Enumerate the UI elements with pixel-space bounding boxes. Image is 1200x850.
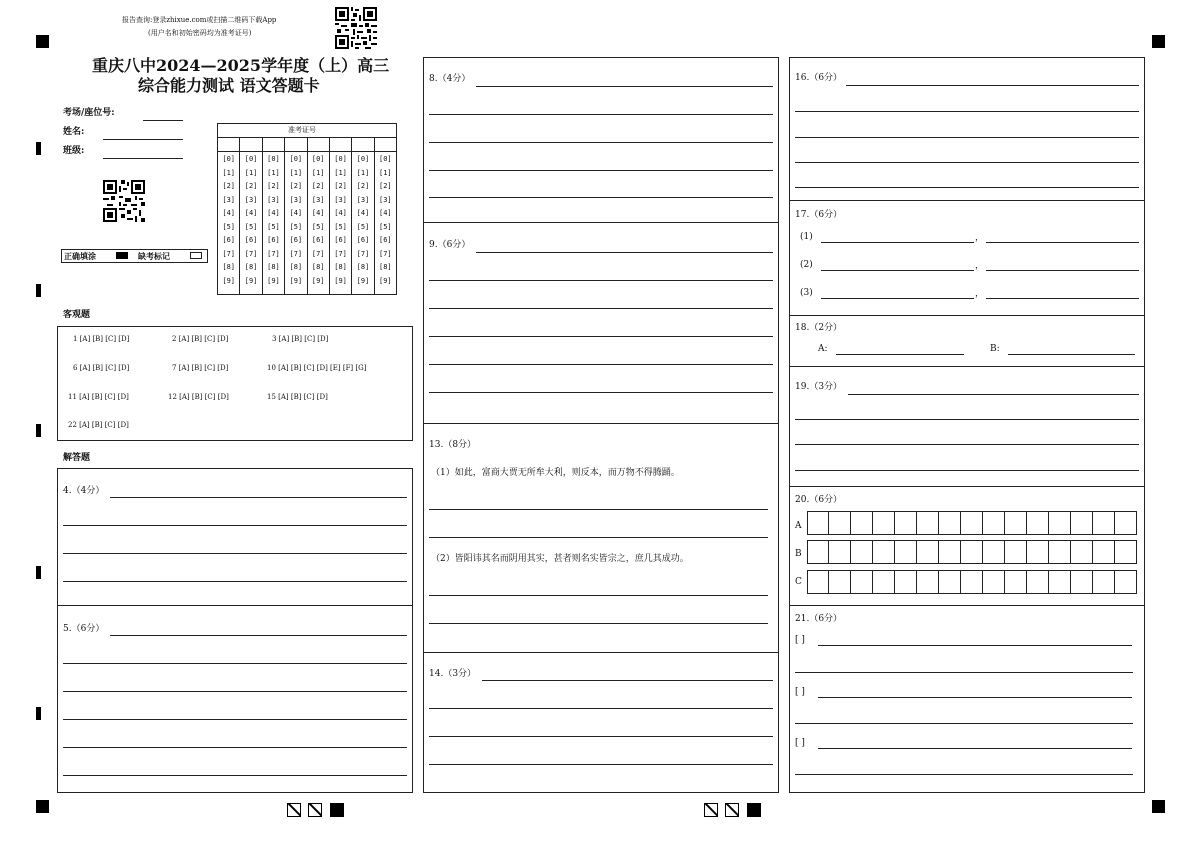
choice-q7[interactable]: 7 [A] [B] [C] [D] bbox=[172, 364, 229, 372]
admission-digit-bubble[interactable]: [3] bbox=[267, 195, 280, 204]
admission-digit-bubble[interactable]: [6] bbox=[334, 236, 347, 244]
corner-mark-bl bbox=[36, 800, 49, 813]
answer-line[interactable] bbox=[429, 736, 773, 737]
grid-cell[interactable] bbox=[961, 540, 983, 564]
answer-line[interactable] bbox=[63, 581, 407, 582]
admission-digit-bubble[interactable]: [6] bbox=[267, 236, 280, 244]
answer-line[interactable] bbox=[476, 252, 773, 253]
q21-label: 21.（6分） bbox=[795, 614, 843, 624]
admission-digit-bubble[interactable]: [8] bbox=[244, 263, 258, 271]
name-label: 姓名: bbox=[63, 127, 85, 137]
answer-line[interactable] bbox=[429, 537, 768, 538]
admission-digit-bubble[interactable]: [9] bbox=[378, 276, 392, 285]
answer-line[interactable] bbox=[795, 419, 1139, 420]
admission-digit-bubble[interactable]: [9] bbox=[334, 276, 347, 285]
q4-label: 4.（4分） bbox=[63, 486, 105, 496]
admission-digit-bubble[interactable]: [0] bbox=[244, 155, 258, 163]
answer-line[interactable] bbox=[482, 680, 773, 681]
absent-mark-label: 缺考标记 bbox=[138, 251, 170, 261]
admission-digit-bubble[interactable]: [5] bbox=[244, 222, 258, 231]
q13-sentence-2: （2）皆阳讳其名而阴用其实，甚者则名实皆宗之，庶几其成功。 bbox=[431, 554, 689, 564]
answer-line[interactable] bbox=[821, 242, 974, 243]
grid-cell[interactable] bbox=[983, 570, 1005, 594]
admission-digit-column[interactable] bbox=[375, 137, 396, 294]
admission-digit-bubble[interactable]: [2] bbox=[356, 182, 370, 190]
admission-digit-bubble[interactable]: [4] bbox=[267, 209, 280, 217]
objective-heading: 客观题 bbox=[63, 310, 91, 320]
q20-row-b-grid[interactable] bbox=[807, 540, 1137, 564]
admission-digit-bubble[interactable]: [3] bbox=[289, 195, 303, 204]
grid-cell[interactable] bbox=[851, 511, 873, 535]
admission-digit-bubble[interactable]: [5] bbox=[289, 222, 303, 231]
admission-digit-bubble[interactable]: [7] bbox=[378, 249, 392, 258]
grid-cell[interactable] bbox=[1005, 540, 1027, 564]
q17-item-1: (1) bbox=[800, 232, 813, 242]
grid-cell[interactable] bbox=[1027, 540, 1049, 564]
admission-digit-bubble[interactable]: [0] bbox=[334, 155, 347, 163]
admission-digit-bubble[interactable]: [8] bbox=[267, 263, 280, 271]
admission-digit-column[interactable] bbox=[308, 137, 330, 294]
grid-cell[interactable] bbox=[1115, 540, 1137, 564]
admission-digit-bubble[interactable]: [3] bbox=[311, 195, 325, 204]
admission-digit-bubble[interactable]: [2] bbox=[289, 182, 303, 190]
q18-a-label: A: bbox=[818, 344, 828, 354]
admission-digit-bubble[interactable]: [7] bbox=[356, 249, 370, 258]
admission-digit-bubble[interactable]: [4] bbox=[378, 209, 392, 217]
answer-line[interactable] bbox=[795, 137, 1139, 138]
q9-label: 9.（6分） bbox=[429, 240, 471, 250]
q16-label: 16.（6分） bbox=[795, 73, 843, 83]
report-query-text: 报告查询:登录zhixue.com或扫描二维码下载App bbox=[122, 16, 277, 24]
grid-cell[interactable] bbox=[917, 511, 939, 535]
admission-digit-bubble[interactable]: [6] bbox=[244, 236, 258, 244]
grid-cell[interactable] bbox=[1027, 570, 1049, 594]
page-title: 重庆八中2024—2025学年度（上）高三 bbox=[92, 56, 390, 75]
grid-cell[interactable] bbox=[1093, 570, 1115, 594]
admission-digit-bubble[interactable]: [4] bbox=[289, 209, 303, 217]
admission-digit-bubble[interactable]: [8] bbox=[356, 263, 370, 271]
admission-digit-bubble[interactable]: [9] bbox=[267, 276, 280, 285]
q13-label: 13.（8分） bbox=[429, 440, 477, 450]
grid-cell[interactable] bbox=[1115, 511, 1137, 535]
answer-line[interactable] bbox=[429, 392, 773, 393]
timing-mark bbox=[36, 142, 41, 155]
q14-label: 14.（3分） bbox=[429, 669, 477, 679]
admission-digit-bubble[interactable]: [6] bbox=[356, 236, 370, 244]
q17-item-3: (3) bbox=[800, 288, 813, 298]
answer-line[interactable] bbox=[63, 663, 407, 664]
correct-fill-label: 正确填涂 bbox=[64, 251, 96, 261]
page-subtitle: 综合能力测试 语文答题卡 bbox=[138, 76, 320, 95]
admission-digit-bubble[interactable]: [1] bbox=[334, 168, 347, 177]
admission-digit-column[interactable] bbox=[285, 137, 307, 294]
grid-cell[interactable] bbox=[1049, 511, 1071, 535]
admission-digit-bubble[interactable]: [3] bbox=[244, 195, 258, 204]
answer-line[interactable] bbox=[63, 747, 407, 748]
comma: ， bbox=[975, 233, 985, 243]
grid-cell[interactable] bbox=[939, 511, 961, 535]
answer-line[interactable] bbox=[836, 354, 964, 355]
page-mark-icon bbox=[704, 803, 718, 817]
choice-q3[interactable]: 3 [A] [B] [C] [D] bbox=[272, 335, 329, 343]
answer-line[interactable] bbox=[429, 197, 773, 198]
answer-line[interactable] bbox=[818, 748, 1132, 749]
subjective-heading: 解答题 bbox=[63, 453, 91, 463]
admission-digit-bubble[interactable]: [6] bbox=[222, 236, 236, 244]
q20-row-c-grid[interactable] bbox=[807, 570, 1137, 594]
answer-line[interactable] bbox=[795, 672, 1133, 673]
q20-row-a-label: A bbox=[795, 521, 802, 531]
report-query-note: (用户名和初始密码均为准考证号) bbox=[148, 29, 252, 37]
answer-line[interactable] bbox=[63, 553, 407, 554]
q8-label: 8.（4分） bbox=[429, 74, 471, 84]
choice-q15[interactable]: 15 [A] [B] [C] [D] bbox=[267, 393, 328, 401]
admission-digit-bubble[interactable]: [6] bbox=[311, 236, 325, 244]
admission-digit-bubble[interactable]: [1] bbox=[289, 168, 303, 177]
admission-digit-bubble[interactable]: [7] bbox=[222, 249, 236, 258]
admission-digit-bubble[interactable]: [8] bbox=[311, 263, 325, 271]
grid-cell[interactable] bbox=[961, 570, 983, 594]
admission-digit-bubble[interactable]: [2] bbox=[311, 182, 325, 190]
answer-line[interactable] bbox=[821, 270, 974, 271]
answer-line[interactable] bbox=[110, 497, 407, 498]
q20-row-b-label: B bbox=[795, 549, 802, 559]
answer-line[interactable] bbox=[429, 623, 768, 624]
answer-line[interactable] bbox=[110, 635, 407, 636]
admission-digit-column[interactable] bbox=[352, 137, 374, 294]
grid-cell[interactable] bbox=[1093, 511, 1115, 535]
admission-digit-bubble[interactable]: [0] bbox=[289, 155, 303, 163]
q13-sentence-1: （1）如此，富商大贾无所牟大利，则反本，而万物不得腾踊。 bbox=[431, 468, 680, 478]
grid-cell[interactable] bbox=[1049, 540, 1071, 564]
answer-line[interactable] bbox=[429, 280, 773, 281]
choice-q22[interactable]: 22 [A] [B] [C] [D] bbox=[68, 421, 129, 429]
admission-digit-bubble[interactable]: [0] bbox=[267, 155, 280, 163]
admission-digit-bubble[interactable]: [8] bbox=[334, 263, 347, 271]
grid-cell[interactable] bbox=[807, 570, 829, 594]
answer-line[interactable] bbox=[795, 187, 1139, 188]
choice-q10[interactable]: 10 [A] [B] [C] [D] [E] [F] [G] bbox=[267, 364, 367, 372]
grid-cell[interactable] bbox=[895, 511, 917, 535]
q20-label: 20.（6分） bbox=[795, 495, 843, 505]
absent-mark-checkbox[interactable] bbox=[190, 252, 202, 259]
grid-cell[interactable] bbox=[1071, 540, 1093, 564]
answer-line[interactable] bbox=[818, 645, 1132, 646]
answer-line[interactable] bbox=[476, 86, 773, 87]
room-seat-field[interactable] bbox=[143, 120, 183, 121]
qr-code-icon[interactable] bbox=[335, 7, 377, 49]
page-mark-icon bbox=[747, 803, 761, 817]
answer-line[interactable] bbox=[63, 775, 407, 776]
answer-line[interactable] bbox=[429, 170, 773, 171]
q21-bracket-1[interactable]: [ ] bbox=[795, 635, 805, 645]
q21-bracket-2[interactable]: [ ] bbox=[795, 687, 805, 697]
grid-cell[interactable] bbox=[1005, 511, 1027, 535]
admission-digit-bubble[interactable]: [7] bbox=[334, 249, 347, 258]
admission-digit-bubble[interactable]: [4] bbox=[334, 209, 347, 217]
comma: ， bbox=[975, 289, 985, 299]
admission-digit-bubble[interactable]: [2] bbox=[378, 182, 392, 190]
answer-line[interactable] bbox=[429, 114, 773, 115]
answer-line[interactable] bbox=[429, 308, 773, 309]
page-mark-icon bbox=[287, 803, 301, 817]
admission-digit-bubble[interactable]: [0] bbox=[311, 155, 325, 163]
answer-line[interactable] bbox=[429, 364, 773, 365]
admission-digit-bubble[interactable]: [5] bbox=[222, 222, 236, 231]
answer-line[interactable] bbox=[795, 774, 1133, 775]
answer-line[interactable] bbox=[848, 394, 1139, 395]
grid-cell[interactable] bbox=[1115, 570, 1137, 594]
answer-line[interactable] bbox=[795, 723, 1133, 724]
grid-cell[interactable] bbox=[939, 570, 961, 594]
grid-cell[interactable] bbox=[1027, 511, 1049, 535]
answer-column-3 bbox=[789, 57, 1145, 793]
answer-line[interactable] bbox=[986, 298, 1139, 299]
q19-label: 19.（3分） bbox=[795, 382, 843, 392]
admission-digit-bubble[interactable]: [3] bbox=[334, 195, 347, 204]
admission-digit-bubble[interactable]: [8] bbox=[222, 263, 236, 271]
class-field[interactable] bbox=[103, 158, 183, 159]
admission-digit-bubble[interactable]: [3] bbox=[356, 195, 370, 204]
admission-digit-bubble[interactable]: [2] bbox=[334, 182, 347, 190]
grid-cell[interactable] bbox=[895, 570, 917, 594]
admission-digit-bubble[interactable]: [1] bbox=[356, 168, 370, 177]
grid-cell[interactable] bbox=[983, 540, 1005, 564]
choice-q2[interactable]: 2 [A] [B] [C] [D] bbox=[172, 335, 229, 343]
answer-line[interactable] bbox=[795, 470, 1139, 471]
answer-column-1 bbox=[57, 468, 413, 793]
grid-cell[interactable] bbox=[917, 540, 939, 564]
admission-digit-bubble[interactable]: [5] bbox=[378, 222, 392, 231]
grid-cell[interactable] bbox=[829, 540, 851, 564]
answer-line[interactable] bbox=[429, 142, 773, 143]
comma: ， bbox=[975, 261, 985, 271]
q5-label: 5.（6分） bbox=[63, 624, 105, 634]
q18-b-label: B: bbox=[990, 344, 1000, 354]
admission-digit-bubble[interactable]: [1] bbox=[244, 168, 258, 177]
admission-digit-bubble[interactable]: [9] bbox=[244, 276, 258, 285]
admission-digit-column[interactable] bbox=[330, 137, 352, 294]
admission-digit-bubble[interactable]: [9] bbox=[289, 276, 303, 285]
answer-line[interactable] bbox=[986, 270, 1139, 271]
room-seat-label: 考场/座位号: bbox=[63, 108, 115, 118]
student-qr-code-icon bbox=[103, 180, 145, 222]
admission-digit-bubble[interactable]: [4] bbox=[311, 209, 325, 217]
admission-digit-bubble[interactable]: [6] bbox=[378, 236, 392, 244]
name-field[interactable] bbox=[103, 139, 183, 140]
timing-mark bbox=[36, 424, 41, 437]
admission-digit-bubble[interactable]: [4] bbox=[356, 209, 370, 217]
admission-digit-bubble[interactable]: [8] bbox=[378, 263, 392, 271]
admission-digit-bubble[interactable]: [7] bbox=[244, 249, 258, 258]
timing-mark bbox=[36, 707, 41, 720]
grid-cell[interactable] bbox=[1093, 540, 1115, 564]
admission-digit-bubble[interactable]: [7] bbox=[267, 249, 280, 258]
q20-row-a-grid[interactable] bbox=[807, 511, 1137, 535]
admission-number-label: 准考证号 bbox=[288, 126, 316, 134]
page-mark-icon bbox=[725, 803, 739, 817]
grid-cell[interactable] bbox=[1071, 570, 1093, 594]
q17-item-2: (2) bbox=[800, 260, 813, 270]
admission-digit-bubble[interactable]: [9] bbox=[222, 276, 236, 285]
answer-line[interactable] bbox=[846, 85, 1139, 86]
admission-digit-bubble[interactable]: [1] bbox=[222, 168, 236, 177]
timing-mark bbox=[36, 566, 41, 579]
answer-line[interactable] bbox=[429, 708, 773, 709]
admission-digit-bubble[interactable]: [1] bbox=[311, 168, 325, 177]
answer-line[interactable] bbox=[429, 764, 773, 765]
admission-digit-bubble[interactable]: [2] bbox=[222, 182, 236, 190]
admission-digit-bubble[interactable]: [5] bbox=[311, 222, 325, 231]
grid-cell[interactable] bbox=[851, 570, 873, 594]
admission-digit-bubble[interactable]: [7] bbox=[289, 249, 303, 258]
admission-digit-column[interactable] bbox=[240, 137, 262, 294]
grid-cell[interactable] bbox=[961, 511, 983, 535]
grid-cell[interactable] bbox=[807, 511, 829, 535]
class-label: 班级: bbox=[63, 146, 85, 156]
admission-digit-bubble[interactable]: [4] bbox=[222, 209, 236, 217]
choice-q11[interactable]: 11 [A] [B] [C] [D] bbox=[68, 393, 129, 401]
answer-line[interactable] bbox=[821, 298, 974, 299]
answer-line[interactable] bbox=[63, 719, 407, 720]
choice-q12[interactable]: 12 [A] [B] [C] [D] bbox=[168, 393, 229, 401]
answer-line[interactable] bbox=[1008, 354, 1135, 355]
grid-cell[interactable] bbox=[939, 540, 961, 564]
grid-cell[interactable] bbox=[1071, 511, 1093, 535]
grid-cell[interactable] bbox=[1005, 570, 1027, 594]
admission-digit-bubble[interactable]: [1] bbox=[267, 168, 280, 177]
admission-digit-bubble[interactable]: [7] bbox=[311, 249, 325, 258]
choice-q1[interactable]: 1 [A] [B] [C] [D] bbox=[73, 335, 130, 343]
admission-digit-bubble[interactable]: [5] bbox=[267, 222, 280, 231]
grid-cell[interactable] bbox=[873, 511, 895, 535]
page-mark-icon bbox=[330, 803, 344, 817]
answer-line[interactable] bbox=[818, 697, 1132, 698]
grid-cell[interactable] bbox=[983, 511, 1005, 535]
answer-line[interactable] bbox=[795, 162, 1139, 163]
q20-row-c-label: C bbox=[795, 577, 802, 587]
answer-line[interactable] bbox=[795, 111, 1139, 112]
admission-digit-bubble[interactable]: [1] bbox=[378, 168, 392, 177]
admission-digit-column[interactable] bbox=[218, 137, 240, 294]
correct-fill-sample bbox=[116, 252, 128, 259]
grid-cell[interactable] bbox=[807, 540, 829, 564]
grid-cell[interactable] bbox=[829, 570, 851, 594]
admission-digit-bubble[interactable]: [3] bbox=[222, 195, 236, 204]
admission-digit-column[interactable] bbox=[263, 137, 285, 294]
answer-line[interactable] bbox=[429, 336, 773, 337]
timing-mark bbox=[36, 284, 41, 297]
grid-cell[interactable] bbox=[873, 570, 895, 594]
admission-digit-bubble[interactable]: [0] bbox=[378, 155, 392, 163]
answer-line[interactable] bbox=[795, 444, 1139, 445]
page-mark-icon bbox=[308, 803, 322, 817]
answer-line[interactable] bbox=[429, 509, 768, 510]
corner-mark-tl bbox=[36, 35, 49, 48]
grid-cell[interactable] bbox=[1049, 570, 1071, 594]
choice-q6[interactable]: 6 [A] [B] [C] [D] bbox=[73, 364, 130, 372]
q21-bracket-3[interactable]: [ ] bbox=[795, 738, 805, 748]
admission-digit-bubble[interactable]: [3] bbox=[378, 195, 392, 204]
corner-mark-tr bbox=[1152, 35, 1165, 48]
admission-digit-bubble[interactable]: [2] bbox=[267, 182, 280, 190]
corner-mark-br bbox=[1152, 800, 1165, 813]
admission-digit-bubble[interactable]: [0] bbox=[356, 155, 370, 163]
grid-cell[interactable] bbox=[895, 540, 917, 564]
grid-cell[interactable] bbox=[851, 540, 873, 564]
admission-digit-bubble[interactable]: [8] bbox=[289, 263, 303, 271]
answer-line[interactable] bbox=[429, 595, 768, 596]
answer-column-2 bbox=[423, 57, 779, 793]
answer-line[interactable] bbox=[63, 525, 407, 526]
admission-digit-bubble[interactable]: [9] bbox=[311, 276, 325, 285]
admission-digit-bubble[interactable]: [0] bbox=[222, 155, 236, 163]
admission-digit-bubble[interactable]: [2] bbox=[244, 182, 258, 190]
answer-line[interactable] bbox=[63, 691, 407, 692]
admission-digit-bubble[interactable]: [9] bbox=[356, 276, 370, 285]
grid-cell[interactable] bbox=[917, 570, 939, 594]
q17-label: 17.（6分） bbox=[795, 210, 843, 220]
admission-number-grid bbox=[217, 123, 397, 295]
grid-cell[interactable] bbox=[873, 540, 895, 564]
q18-label: 18.（2分） bbox=[795, 323, 843, 333]
admission-digit-bubble[interactable]: [5] bbox=[356, 222, 370, 231]
admission-digit-bubble[interactable]: [5] bbox=[334, 222, 347, 231]
admission-digit-bubble[interactable]: [4] bbox=[244, 209, 258, 217]
answer-line[interactable] bbox=[986, 242, 1139, 243]
admission-digit-bubble[interactable]: [6] bbox=[289, 236, 303, 244]
grid-cell[interactable] bbox=[829, 511, 851, 535]
